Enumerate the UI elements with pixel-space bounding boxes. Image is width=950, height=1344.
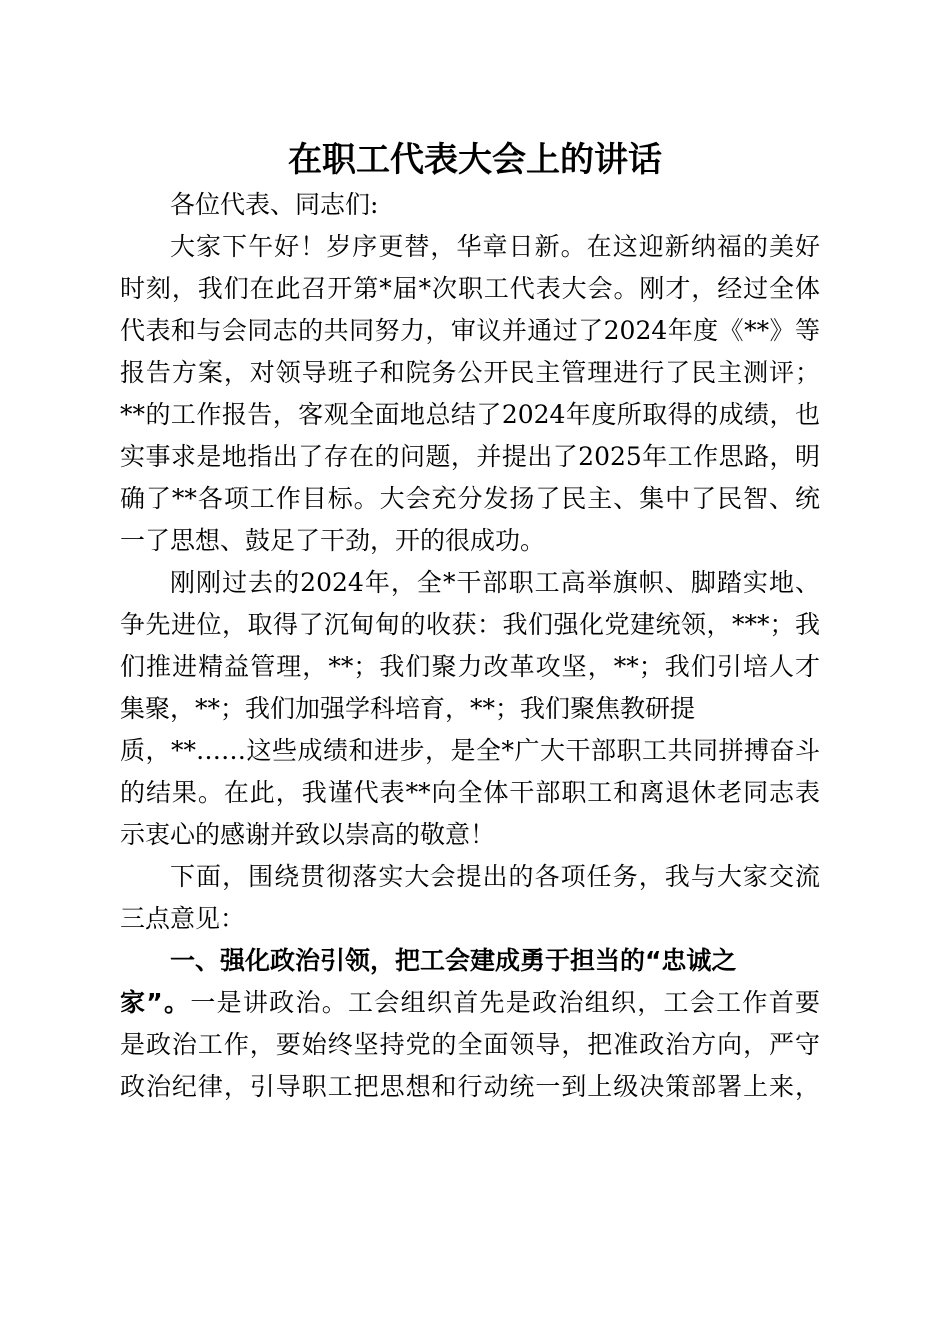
section-1-line-4: 政治纪律，引导职工把思想和行动统一到上级决策部署上来， [120, 1072, 820, 1101]
paragraph-3-line-1: 下面，围绕贯彻落实大会提出的各项任务，我与大家交流 [170, 862, 820, 891]
paragraph-1-line-8: 一了思想、鼓足了干劲，开的很成功。 [120, 526, 546, 555]
paragraph-1-line-3: 代表和与会同志的共同努力，审议并通过了2024年度《**》等 [120, 316, 820, 345]
paragraph-2-line-7: 示衷心的感谢并致以崇高的敬意！ [120, 820, 496, 849]
paragraph-3-line-2: 三点意见： [120, 904, 246, 933]
paragraph-1-line-1: 大家下午好！岁序更替，华章日新。在这迎新纳福的美好 [170, 232, 820, 261]
paragraph-1-line-2: 时刻，我们在此召开第*届*次职工代表大会。刚才，经过全体 [120, 274, 820, 303]
section-1-heading-end: 家”。 [120, 988, 191, 1017]
speech-body [120, 184, 820, 1108]
paragraph-1-line-5: **的工作报告，客观全面地总结了2024年度所取得的成绩，也 [120, 400, 820, 429]
paragraph-2-line-5: 质，**……这些成绩和进步，是全*广大干部职工共同拼搏奋斗 [120, 736, 820, 765]
paragraph-2-line-3: 们推进精益管理，**；我们聚力改革攻坚，**；我们引培人才 [120, 652, 820, 681]
section-1-text-start: 一是讲政治。工会组织首先是政治组织，工会工作首要 [190, 988, 820, 1017]
paragraph-1-line-4: 报告方案，对领导班子和院务公开民主管理进行了民主测评； [120, 358, 820, 387]
greeting: 各位代表、同志们: [170, 190, 379, 219]
paragraph-2-line-1: 刚刚过去的2024年，全*干部职工高举旗帜、脚踏实地、 [170, 568, 820, 597]
paragraph-2-line-4: 集聚，**；我们加强学科培育，**；我们聚焦教研提 [120, 694, 696, 723]
paragraph-1-line-6: 实事求是地指出了存在的问题，并提出了2025年工作思路，明 [120, 442, 820, 471]
section-1-line-3: 是政治工作，要始终坚持党的全面领导，把准政治方向，严守 [120, 1030, 820, 1059]
paragraph-2-line-2: 争先进位，取得了沉甸甸的收获：我们强化党建统领，***；我 [120, 610, 820, 639]
paragraph-1-line-7: 确了**各项工作目标。大会充分发扬了民主、集中了民智、统 [120, 484, 820, 513]
section-1-heading: 一、强化政治引领，把工会建成勇于担当的“忠诚之 [170, 946, 737, 975]
section-1-line-2 [120, 982, 820, 1024]
paragraph-2-line-6: 的结果。在此，我谨代表**向全体干部职工和离退休老同志表 [120, 778, 820, 807]
page-title: 在职工代表大会上的讲话 [288, 140, 662, 180]
